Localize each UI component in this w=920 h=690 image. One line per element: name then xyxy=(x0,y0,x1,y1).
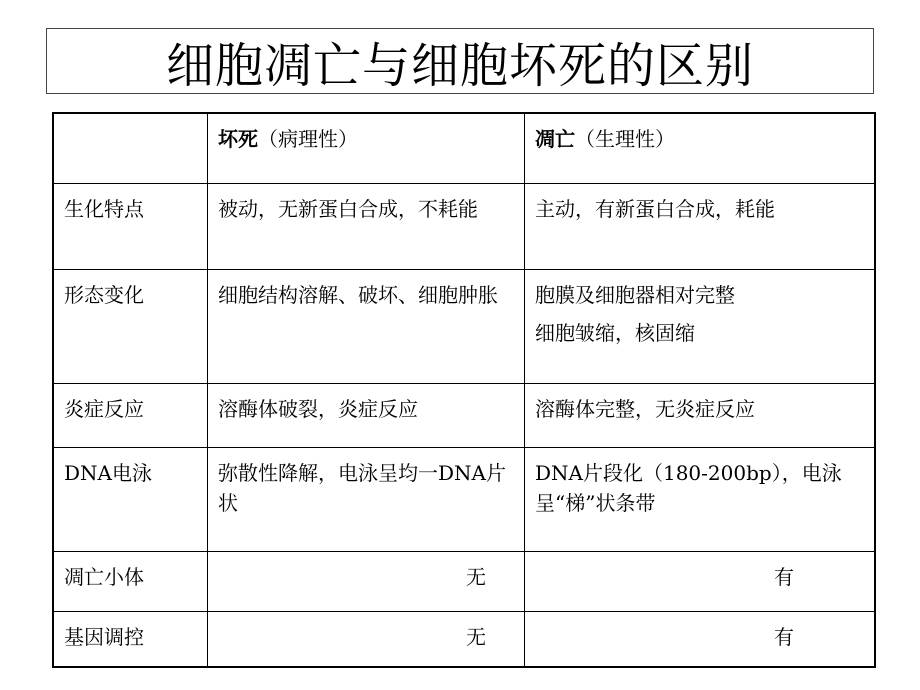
row-label: 炎症反应 xyxy=(53,383,208,447)
row-label: 凋亡小体 xyxy=(53,551,208,611)
row-label: 基因调控 xyxy=(53,611,208,667)
apoptosis-cell xyxy=(525,269,876,383)
table-header-row xyxy=(53,113,875,183)
necrosis-cell: 被动，无新蛋白合成，不耗能 xyxy=(208,183,525,269)
apoptosis-line-1: 胞膜及细胞器相对完整 xyxy=(535,282,735,307)
row-label: 形态变化 xyxy=(53,269,208,383)
title-box xyxy=(46,28,874,94)
comparison-table xyxy=(52,112,876,668)
header-necrosis-rest: （病理性） xyxy=(258,127,358,151)
apoptosis-cell: 有 xyxy=(525,611,876,667)
necrosis-cell: 细胞结构溶解、破坏、细胞肿胀 xyxy=(208,269,525,383)
page-title: 细胞凋亡与细胞坏死的区别 xyxy=(165,37,754,94)
row-label: DNA电泳 xyxy=(53,447,208,551)
necrosis-cell: 无 xyxy=(208,551,525,611)
row-label: 生化特点 xyxy=(53,183,208,269)
table-row xyxy=(53,183,875,269)
table-row xyxy=(53,383,875,447)
header-apoptosis-bold: 凋亡 xyxy=(535,127,575,151)
table-row xyxy=(53,551,875,611)
apoptosis-cell: 有 xyxy=(525,551,876,611)
apoptosis-cell: 溶酶体完整，无炎症反应 xyxy=(525,383,876,447)
apoptosis-cell: 主动，有新蛋白合成，耗能 xyxy=(525,183,876,269)
apoptosis-line-2: 细胞皱缩，核固缩 xyxy=(535,320,695,345)
table-row xyxy=(53,611,875,667)
header-necrosis-bold: 坏死 xyxy=(218,127,258,151)
table-row xyxy=(53,447,875,551)
table-row xyxy=(53,269,875,383)
necrosis-cell: 弥散性降解，电泳呈均一DNA片状 xyxy=(208,447,525,551)
necrosis-cell: 无 xyxy=(208,611,525,667)
header-necrosis xyxy=(208,113,525,183)
header-apoptosis xyxy=(525,113,876,183)
header-apoptosis-rest: （生理性） xyxy=(575,127,675,151)
apoptosis-cell: DNA片段化（180-200bp），电泳呈“梯”状条带 xyxy=(525,447,876,551)
header-empty-cell xyxy=(53,113,208,183)
necrosis-cell: 溶酶体破裂，炎症反应 xyxy=(208,383,525,447)
